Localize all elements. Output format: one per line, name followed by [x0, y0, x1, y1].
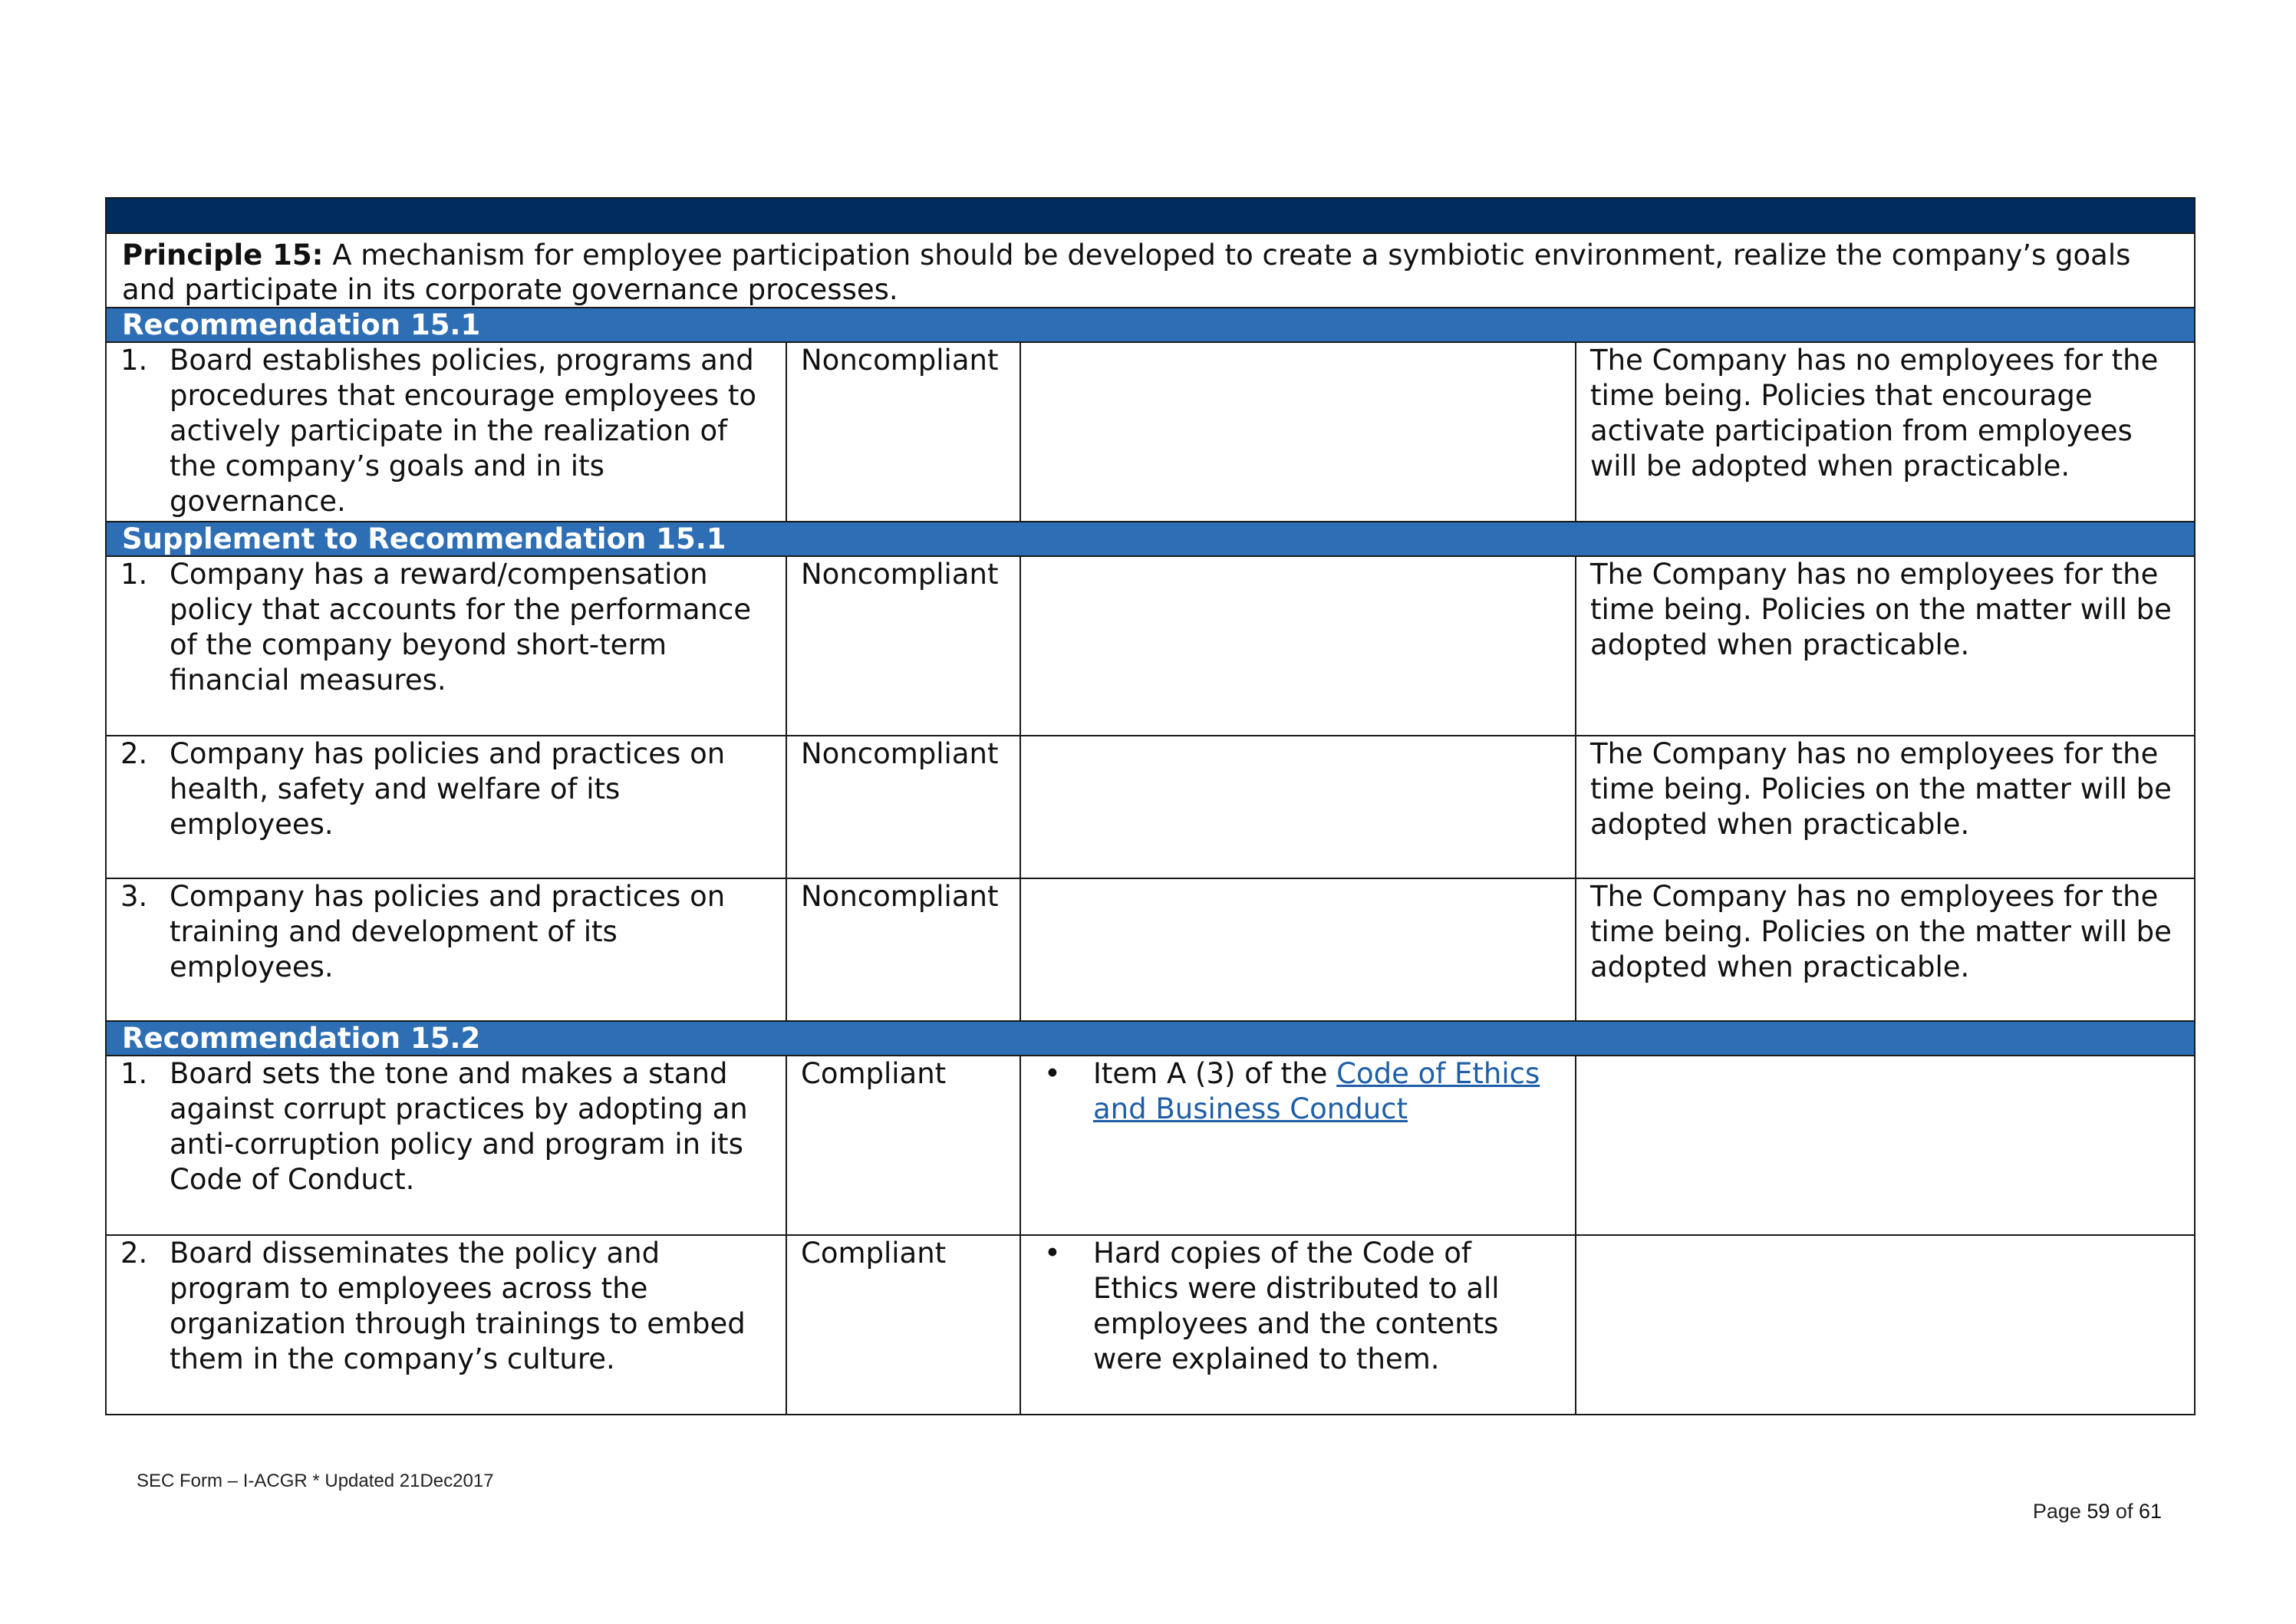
item-number: 2.	[120, 1237, 148, 1270]
compliance-status: Compliant	[786, 1056, 1020, 1235]
item-number: 1.	[120, 344, 148, 377]
explanation-text: The Company has no employees for the time being. Policies on the matter will be adopted when practicable.	[1576, 556, 2195, 736]
table-row	[106, 736, 2195, 878]
explanation-text: The Company has no employees for the time being. Policies on the matter will be adopted when practicable.	[1576, 878, 2195, 1021]
item-number: 1.	[120, 1057, 148, 1090]
item-number: 2.	[120, 737, 148, 770]
section-heading: Recommendation 15.1	[106, 308, 2195, 342]
requirement-text: Company has policies and practices on health, safety and welfare of its employees.	[170, 737, 726, 841]
additional-info-cell	[1020, 1056, 1576, 1235]
explanation-text: The Company has no employees for the time being. Policies that encourage activate participation from employees will be adopted when practicable.	[1576, 342, 2195, 522]
code-of-ethics-link[interactable]: Code of Ethics and Business Conduct	[1093, 1057, 1540, 1125]
section-heading: Supplement to Recommendation 15.1	[106, 522, 2195, 556]
table-row	[106, 1056, 2195, 1235]
principle-row	[106, 233, 2195, 308]
table-row	[106, 556, 2195, 736]
explanation-text	[1576, 1235, 2195, 1415]
compliance-status: Noncompliant	[786, 736, 1020, 878]
additional-info-cell	[1020, 1235, 1576, 1415]
table-row	[106, 342, 2195, 522]
additional-info-cell	[1020, 342, 1576, 522]
requirement-text: Board establishes policies, programs and procedures that encourage employees to actively participate in the realization of the company’s goals and in its governance.	[170, 344, 757, 518]
governance-compliance-table	[105, 197, 2196, 1415]
info-text: Item A (3) of the	[1093, 1057, 1337, 1090]
principle-text: A mechanism for employee participation should be developed to create a symbiotic environment, realize the company’s goals and participate in its corporate governance processes.	[122, 239, 2131, 306]
principle-label: Principle 15:	[122, 239, 324, 272]
footer-form-label: SEC Form – I-ACGR * Updated 21Dec2017	[137, 1471, 494, 1491]
item-number: 3.	[120, 880, 148, 913]
explanation-text	[1576, 1056, 2195, 1235]
bullet-icon: •	[1044, 1057, 1061, 1090]
compliance-status: Noncompliant	[786, 556, 1020, 736]
table-header-bar	[106, 198, 2195, 233]
additional-info-cell	[1020, 878, 1576, 1021]
info-text: Hard copies of the Code of Ethics were distributed to all employees and the contents were explained to them.	[1093, 1237, 1500, 1375]
compliance-status: Noncompliant	[786, 878, 1020, 1021]
requirement-text: Company has a reward/compensation policy that accounts for the performance of the company beyond short-term financial measures.	[170, 558, 752, 697]
explanation-text: The Company has no employees for the time being. Policies on the matter will be adopted when practicable.	[1576, 736, 2195, 878]
section-heading: Recommendation 15.2	[106, 1021, 2195, 1056]
page-number: Page 59 of 61	[2032, 1500, 2162, 1523]
requirement-text: Board sets the tone and makes a stand against corrupt practices by adopting an anti-corruption policy and program in its Code of Conduct.	[170, 1057, 748, 1196]
table-row	[106, 878, 2195, 1021]
item-number: 1.	[120, 558, 148, 591]
bullet-icon: •	[1044, 1237, 1061, 1270]
compliance-status: Compliant	[786, 1235, 1020, 1415]
requirement-text: Company has policies and practices on training and development of its employees.	[170, 880, 726, 983]
table-row	[106, 1235, 2195, 1415]
additional-info-cell	[1020, 736, 1576, 878]
compliance-status: Noncompliant	[786, 342, 1020, 522]
requirement-text: Board disseminates the policy and program to employees across the organization through trainings to embed them in the company’s culture.	[170, 1237, 746, 1375]
additional-info-cell	[1020, 556, 1576, 736]
